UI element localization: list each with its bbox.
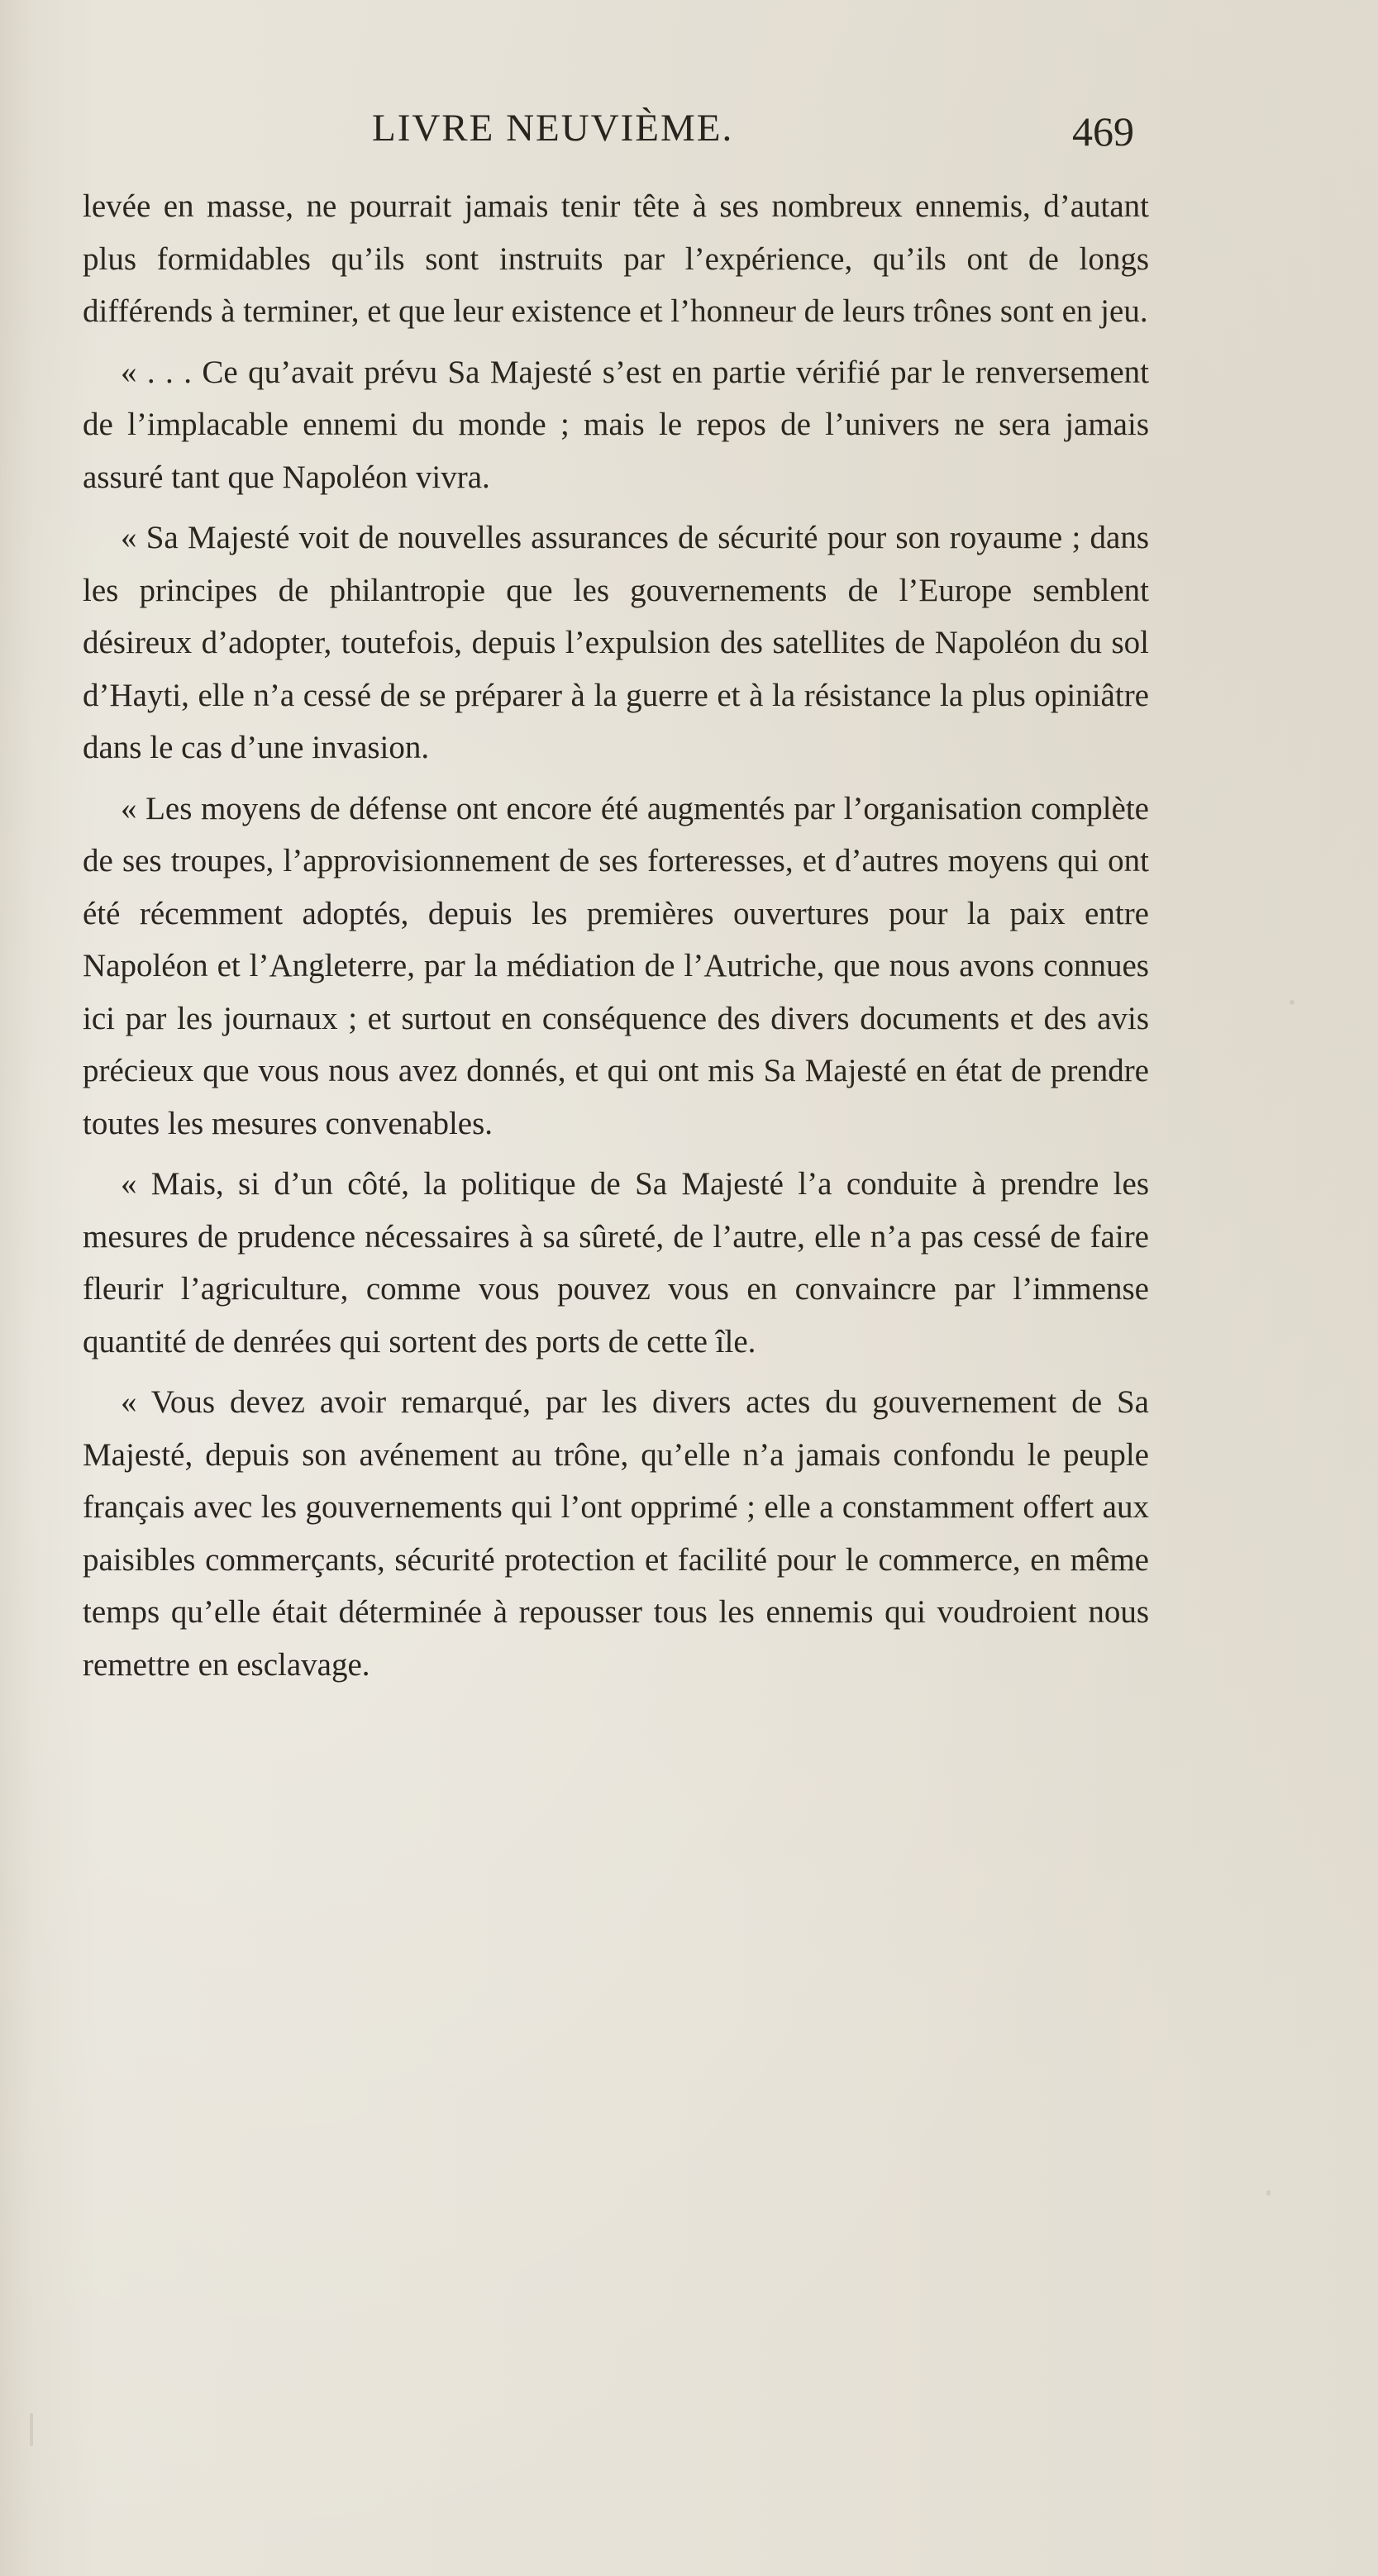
paragraph: « Sa Majesté voit de nouvelles assurances de sécurité pour son royaume ; dans les principes de philantropie que les gouvernements de l’Europe semblent désireux d’adopter, toutefois, depuis l’expulsion des satellites de Napoléon du sol d’Hayti, elle n’a cessé de se préparer à la guerre et à la résistance la plus opiniâtre dans le cas d’une invasion. [83,520,1149,765]
paragraph: « . . . Ce qu’avait prévu Sa Majesté s’est en partie vérifié par le renversement de l’implacable ennemi du monde ; mais le repos de l’univers ne sera jamais assuré tant que Napoléon vivra. [83,354,1149,495]
body-text [83,180,1149,1691]
running-title: LIVRE NEUVIÈME. [372,107,734,150]
paragraph: « Vous devez avoir remarqué, par les divers actes du gouvernement de Sa Majesté, depuis son avénement au trône, qu’elle n’a jamais confondu le peuple français avec les gouvernements qui l’ont opprimé ; elle a constamment offert aux paisibles commerçants, sécurité protection et facilité pour le commerce, en même temps qu’elle était déterminée à repousser tous les ennemis qui voudroient nous remettre en esclavage. [83,1384,1149,1683]
page-header [83,98,1149,164]
paper-stain [1290,1000,1295,1005]
paper-stain [1266,2190,1271,2196]
paragraph: « Mais, si d’un côté, la politique de Sa Majesté l’a conduite à prendre les mesures de prudence nécessaires à sa sûreté, de l’autre, elle n’a pas cessé de faire fleurir l’agriculture, comme vous pouvez vous en convaincre par l’immense quantité de denrées qui sortent des ports de cette île. [83,1166,1149,1359]
page-number: 469 [1072,108,1134,155]
paragraph: « Les moyens de défense ont encore été augmentés par l’organisation complète de ses troupes, l’approvisionnement de ses forteresses, et d’autres moyens qui ont été récemment adoptés, depuis les premières ouvertures pour la paix entre Napoléon et l’Angleterre, par la médiation de l’Autriche, que nous avons connues ici par les journaux ; et surtout en conséquence des divers documents et des avis précieux que vous nous avez donnés, et qui ont mis Sa Majesté en état de prendre toutes les mesures convenables. [83,790,1149,1141]
paper-stain [30,2413,33,2446]
paragraph: levée en masse, ne pourrait jamais tenir tête à ses nombreux ennemis, d’autant plus formidables qu’ils sont instruits par l’expérience, qu’ils ont de longs différends à terminer, et que leur existence et l’honneur de leurs trônes sont en jeu. [83,188,1149,329]
